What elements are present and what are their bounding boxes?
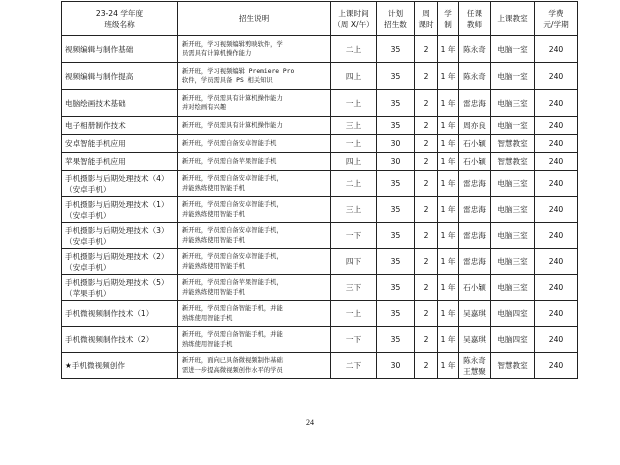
- teacher-cell-line: 陈永奇: [463, 71, 486, 81]
- header-schedule: [331, 2, 377, 36]
- classroom-cell: 电脑三室: [491, 171, 535, 197]
- classroom-cell: 电脑四室: [491, 301, 535, 327]
- enrollment-note-cell-line: 新开班，学员需具有计算机操作能力: [182, 94, 283, 102]
- enrollment-note-cell-line: 新开班，学员需自备安卓智能手机，: [182, 227, 283, 234]
- system-cell: 1 年: [438, 153, 459, 171]
- weekly-hours-cell: 2: [415, 171, 438, 197]
- teacher-cell: [459, 90, 491, 117]
- table-row: [62, 327, 578, 353]
- enrollment-note-cell-line: 并能熟练使用智能手机: [182, 184, 245, 192]
- class-name-cell-line: 手机摄影与后期处理技术（4）: [65, 173, 169, 183]
- schedule-cell: 一上: [331, 135, 377, 153]
- class-name-cell: [62, 153, 178, 171]
- class-name-cell: [62, 223, 178, 249]
- planned-count-cell: 35: [377, 197, 415, 223]
- header-line: 招生数: [384, 19, 407, 29]
- enrollment-note-cell-line: 新开班，学员需自备安卓智能手机，: [182, 201, 283, 208]
- enrollment-note-cell: [178, 353, 331, 379]
- header-line: 任课: [466, 8, 483, 18]
- enrollment-note-cell-line: 新开班，学员需自备苹果智能手机，: [182, 279, 283, 286]
- class-name-cell-line: 视频编辑与制作提高: [65, 71, 134, 81]
- weekly-hours-cell: 2: [415, 63, 438, 90]
- class-name-cell-line: 电子相册制作技术: [65, 121, 126, 130]
- class-name-cell-line: 手机微视频制作技术（1）: [65, 309, 154, 318]
- enrollment-note-cell: [178, 171, 331, 197]
- teacher-cell-line: 雷忠海: [463, 231, 486, 240]
- planned-count-cell: 35: [377, 117, 415, 135]
- enrollment-note-cell-line: 新开班，学员需具有计算机操作能力: [182, 121, 283, 129]
- system-cell: 1 年: [438, 197, 459, 223]
- fee-cell: 240: [535, 117, 578, 135]
- schedule-cell: 四下: [331, 249, 377, 275]
- teacher-cell: [459, 275, 491, 301]
- teacher-cell-line: 陈永奇: [463, 44, 486, 54]
- fee-cell: 240: [535, 353, 578, 379]
- table-row: [62, 249, 578, 275]
- class-name-cell-line: （苹果手机）: [65, 288, 111, 298]
- teacher-cell-line: 周亦良: [463, 121, 486, 130]
- class-name-cell-line: ★手机微视频创作: [65, 361, 125, 370]
- header-planned-count: [377, 2, 415, 36]
- teacher-cell: [459, 353, 491, 379]
- weekly-hours-cell: 2: [415, 117, 438, 135]
- class-name-cell: [62, 197, 178, 223]
- schedule-cell: 二下: [331, 353, 377, 379]
- class-name-cell: [62, 275, 178, 301]
- enrollment-note-cell-line: 新开班，学员需自备智能手机，并能: [182, 331, 283, 338]
- weekly-hours-cell: 2: [415, 135, 438, 153]
- enrollment-note-cell-line: 新开班，学员需自备安卓智能手机，: [182, 253, 283, 260]
- enrollment-note-cell: [178, 275, 331, 301]
- class-name-cell-line: （安卓手机）: [65, 210, 111, 220]
- system-cell: 1 年: [438, 249, 459, 275]
- class-name-cell-line: 苹果智能手机应用: [65, 157, 126, 166]
- header-line: 教师: [466, 19, 483, 29]
- class-name-cell-line: 手机摄影与后期处理技术（3）: [65, 225, 169, 235]
- class-name-cell-line: （安卓手机）: [65, 236, 111, 246]
- planned-count-cell: 35: [377, 90, 415, 117]
- classroom-cell: 电脑一室: [491, 63, 535, 90]
- weekly-hours-cell: 2: [415, 36, 438, 63]
- enrollment-note-cell-line: 熟练使用智能手机: [182, 314, 233, 322]
- header-classroom: [491, 2, 535, 36]
- fee-cell: 240: [535, 327, 578, 353]
- teacher-cell-line: 石小颖: [463, 157, 486, 166]
- teacher-cell: [459, 223, 491, 249]
- teacher-cell-line: 雷忠海: [463, 179, 486, 188]
- system-cell: 1 年: [438, 117, 459, 135]
- planned-count-cell: 35: [377, 301, 415, 327]
- class-name-cell-line: 手机摄影与后期处理技术（5）: [65, 277, 169, 287]
- schedule-cell: 四上: [331, 63, 377, 90]
- fee-cell: 240: [535, 275, 578, 301]
- header-line: 课时: [418, 19, 434, 29]
- enrollment-note-cell: [178, 327, 331, 353]
- enrollment-note-cell: [178, 135, 331, 153]
- weekly-hours-cell: 2: [415, 90, 438, 117]
- teacher-cell: [459, 153, 491, 171]
- weekly-hours-cell: 2: [415, 223, 438, 249]
- class-name-cell: [62, 249, 178, 275]
- header-line: 元/学期: [543, 19, 569, 29]
- enrollment-note-cell: [178, 153, 331, 171]
- teacher-cell-line: 吴嘉琪: [463, 309, 486, 318]
- table-row: [62, 135, 578, 153]
- class-name-cell: [62, 36, 178, 63]
- fee-cell: 240: [535, 153, 578, 171]
- teacher-cell: [459, 171, 491, 197]
- planned-count-cell: 35: [377, 36, 415, 63]
- enrollment-note-cell-line: 新开班，面向已具备微视频制作基础: [182, 357, 283, 364]
- schedule-cell: 一上: [331, 90, 377, 117]
- schedule-cell: 二上: [331, 36, 377, 63]
- enrollment-note-cell-line: 新开班，学习视频编辑 Premiere Pro: [182, 67, 295, 75]
- header-line: （周 X/午）: [333, 19, 374, 29]
- schedule-cell: 三下: [331, 275, 377, 301]
- enrollment-note-cell: [178, 249, 331, 275]
- teacher-cell: [459, 327, 491, 353]
- enrollment-note-cell-line: 新开班，学习视频编辑剪映软件，学: [182, 40, 283, 48]
- header-line: 周: [422, 8, 430, 18]
- teacher-cell: [459, 36, 491, 63]
- table-row: [62, 90, 578, 117]
- planned-count-cell: 35: [377, 249, 415, 275]
- enrollment-note-cell-line: 并能熟练使用智能手机: [182, 262, 245, 270]
- class-name-cell-line: 视频编辑与制作基础: [65, 44, 134, 54]
- class-name-cell: [62, 135, 178, 153]
- table-row: [62, 63, 578, 90]
- teacher-cell-line: 雷忠海: [463, 257, 486, 266]
- schedule-cell: 四上: [331, 153, 377, 171]
- header-line: 23-24 学年度: [95, 8, 144, 18]
- table-row: [62, 197, 578, 223]
- teacher-cell-line: 雷忠海: [463, 205, 486, 214]
- planned-count-cell: 30: [377, 135, 415, 153]
- classroom-cell: 电脑四室: [491, 327, 535, 353]
- class-name-cell-line: 手机微视频制作技术（2）: [65, 335, 154, 344]
- page-number: 24: [306, 418, 314, 427]
- class-name-cell-line: 手机摄影与后期处理技术（1）: [65, 199, 169, 209]
- table-body: [62, 36, 578, 379]
- system-cell: 1 年: [438, 171, 459, 197]
- class-name-cell: [62, 117, 178, 135]
- header-line: 上课时间: [338, 8, 369, 18]
- header-system: [438, 2, 459, 36]
- class-name-cell: [62, 90, 178, 117]
- fee-cell: 240: [535, 135, 578, 153]
- schedule-cell: 一上: [331, 301, 377, 327]
- table-row: [62, 301, 578, 327]
- system-cell: 1 年: [438, 327, 459, 353]
- schedule-cell: 三上: [331, 117, 377, 135]
- fee-cell: 240: [535, 197, 578, 223]
- class-name-cell: [62, 171, 178, 197]
- classroom-cell: 电脑一室: [491, 36, 535, 63]
- enrollment-note-cell-line: 熟练使用智能手机: [182, 340, 233, 348]
- header-fee: [535, 2, 578, 36]
- table-row: [62, 223, 578, 249]
- fee-cell: 240: [535, 36, 578, 63]
- enrollment-note-cell-line: 并对绘画有兴趣: [182, 104, 227, 111]
- class-name-cell: [62, 353, 178, 379]
- enrollment-note-cell-line: 员需具有计算机操作能力: [182, 50, 252, 57]
- planned-count-cell: 35: [377, 171, 415, 197]
- table-row: [62, 171, 578, 197]
- enrollment-note-cell-line: 需进一步提高微视频创作水平的学员: [182, 366, 283, 374]
- enrollment-note-cell-line: 并能熟练使用智能手机: [182, 210, 245, 218]
- weekly-hours-cell: 2: [415, 153, 438, 171]
- classroom-cell: 电脑三室: [491, 223, 535, 249]
- fee-cell: 240: [535, 171, 578, 197]
- class-name-cell: [62, 301, 178, 327]
- teacher-cell-line: 雷忠海: [463, 98, 486, 108]
- document-sheet: [61, 0, 578, 379]
- enrollment-note-cell-line: 新开班，学员需自备苹果智能手机: [182, 157, 277, 165]
- teacher-cell-line: 吴嘉琪: [463, 335, 486, 344]
- classroom-cell: 智慧教室: [491, 153, 535, 171]
- classroom-cell: 智慧教室: [491, 353, 535, 379]
- fee-cell: 240: [535, 223, 578, 249]
- planned-count-cell: 35: [377, 63, 415, 90]
- teacher-cell: [459, 197, 491, 223]
- planned-count-cell: 35: [377, 275, 415, 301]
- weekly-hours-cell: 2: [415, 275, 438, 301]
- header-row: [62, 2, 578, 36]
- table-row: [62, 275, 578, 301]
- classroom-cell: 电脑三室: [491, 275, 535, 301]
- teacher-cell: [459, 135, 491, 153]
- header-line: 学: [444, 8, 452, 18]
- header-weekly-hours: [415, 2, 438, 36]
- planned-count-cell: 30: [377, 153, 415, 171]
- enrollment-note-cell-line: 新开班，学员需自备智能手机，并能: [182, 305, 283, 312]
- header-line: 班级名称: [104, 19, 135, 29]
- schedule-cell: 三上: [331, 197, 377, 223]
- enrollment-note-cell: [178, 90, 331, 117]
- fee-cell: 240: [535, 249, 578, 275]
- header-teacher: [459, 2, 491, 36]
- header-line: 制: [444, 19, 452, 29]
- header-line: 计划: [387, 8, 404, 18]
- header-line: 学费: [548, 8, 564, 18]
- teacher-cell-line: 陈永奇: [463, 355, 486, 365]
- teacher-cell: [459, 249, 491, 275]
- enrollment-note-cell: [178, 223, 331, 249]
- enrollment-note-cell-line: 软件，学员需具备 PS 相关知识: [182, 77, 273, 84]
- classroom-cell: 电脑三室: [491, 90, 535, 117]
- header-class-name: [62, 2, 178, 36]
- class-name-cell-line: （安卓手机）: [65, 184, 111, 194]
- weekly-hours-cell: 2: [415, 197, 438, 223]
- enrollment-note-cell: [178, 36, 331, 63]
- class-name-cell-line: 安卓智能手机应用: [65, 139, 126, 148]
- teacher-cell-line: 石小颖: [463, 283, 486, 292]
- fee-cell: 240: [535, 63, 578, 90]
- fee-cell: 240: [535, 90, 578, 117]
- table-row: [62, 36, 578, 63]
- table-row: [62, 353, 578, 379]
- class-name-cell: [62, 327, 178, 353]
- weekly-hours-cell: 2: [415, 249, 438, 275]
- teacher-cell: [459, 63, 491, 90]
- class-name-cell-line: （安卓手机）: [65, 262, 111, 272]
- planned-count-cell: 35: [377, 223, 415, 249]
- enrollment-note-cell: [178, 117, 331, 135]
- enrollment-note-cell-line: 并能熟练使用智能手机: [182, 236, 245, 244]
- system-cell: 1 年: [438, 90, 459, 117]
- enrollment-note-cell-line: 并能熟练使用智能手机: [182, 288, 245, 296]
- classroom-cell: 智慧教室: [491, 135, 535, 153]
- table-row: [62, 153, 578, 171]
- table-row: [62, 117, 578, 135]
- course-table: [61, 1, 578, 379]
- system-cell: 1 年: [438, 301, 459, 327]
- enrollment-note-cell: [178, 197, 331, 223]
- enrollment-note-cell-line: 新开班，学员需自备安卓智能手机，: [182, 175, 283, 182]
- enrollment-note-cell-line: 新开班，学员需自备安卓智能手机: [182, 139, 277, 147]
- schedule-cell: 一下: [331, 327, 377, 353]
- planned-count-cell: 35: [377, 327, 415, 353]
- schedule-cell: 一下: [331, 223, 377, 249]
- class-name-cell: [62, 63, 178, 90]
- teacher-cell-line: 石小颖: [463, 139, 486, 148]
- system-cell: 1 年: [438, 63, 459, 90]
- system-cell: 1 年: [438, 353, 459, 379]
- weekly-hours-cell: 2: [415, 301, 438, 327]
- header-line: 招生说明: [238, 14, 270, 23]
- system-cell: 1 年: [438, 135, 459, 153]
- enrollment-note-cell: [178, 301, 331, 327]
- enrollment-note-cell: [178, 63, 331, 90]
- weekly-hours-cell: 2: [415, 327, 438, 353]
- header-line: 上课教室: [497, 14, 528, 23]
- system-cell: 1 年: [438, 36, 459, 63]
- teacher-cell: [459, 117, 491, 135]
- classroom-cell: 电脑一室: [491, 117, 535, 135]
- teacher-cell: [459, 301, 491, 327]
- weekly-hours-cell: 2: [415, 353, 438, 379]
- system-cell: 1 年: [438, 223, 459, 249]
- header-enrollment-note: [178, 2, 331, 36]
- fee-cell: 240: [535, 301, 578, 327]
- classroom-cell: 电脑三室: [491, 249, 535, 275]
- system-cell: 1 年: [438, 275, 459, 301]
- planned-count-cell: 30: [377, 353, 415, 379]
- class-name-cell-line: 电脑绘画技术基础: [65, 98, 126, 108]
- schedule-cell: 二上: [331, 171, 377, 197]
- class-name-cell-line: 手机摄影与后期处理技术（2）: [65, 251, 169, 261]
- classroom-cell: 电脑三室: [491, 197, 535, 223]
- teacher-cell-line: 王慧聚: [463, 366, 486, 376]
